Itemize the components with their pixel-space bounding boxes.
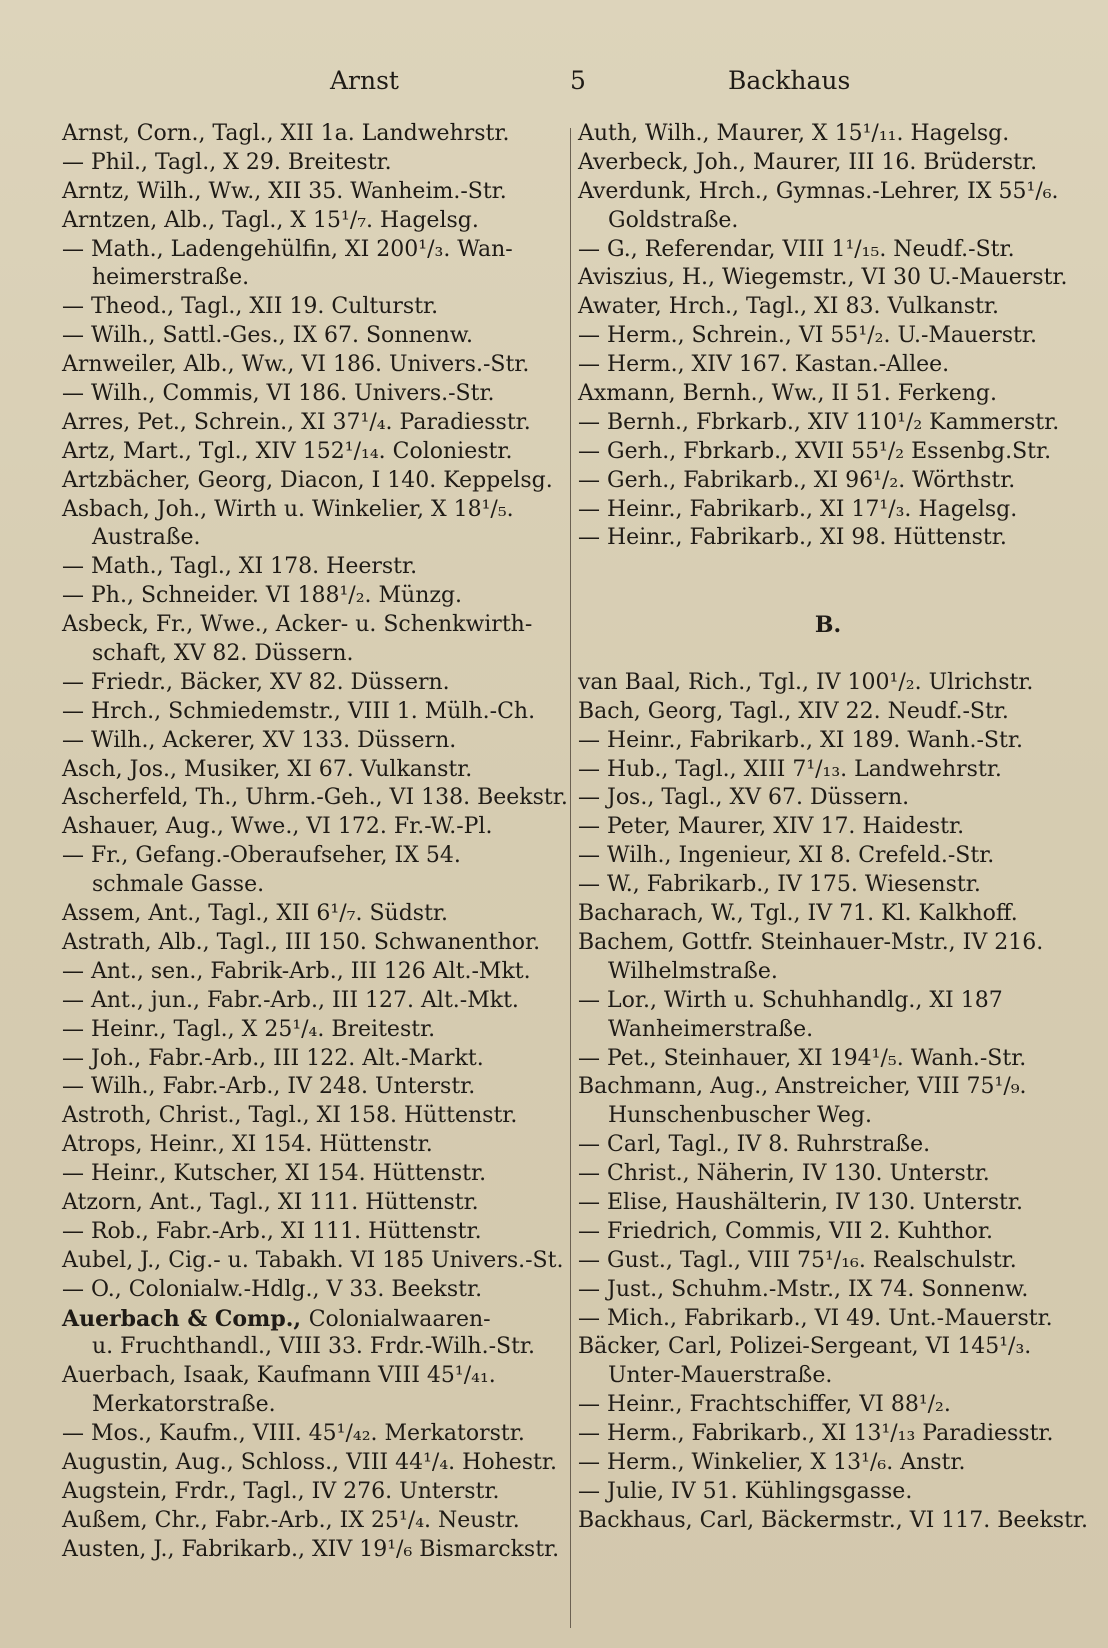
directory-entry: — Christ., Näherin, IV 130. Unterstr. xyxy=(578,1161,990,1187)
directory-entry: — Friedr., Bäcker, XV 82. Düssern. xyxy=(62,669,450,695)
directory-entry: — Bernh., Fbrkarb., XIV 110¹/₂ Kammerstr. xyxy=(578,409,1060,435)
left-column xyxy=(62,120,568,1565)
directory-entry: Arnst, Corn., Tagl., XII 1a. Landwehrstr. xyxy=(62,121,510,146)
directory-entry: — Theod., Tagl., XII 19. Culturstr. xyxy=(62,294,439,320)
directory-entry: Atrops, Heinr., XI 154. Hüttenstr. xyxy=(62,1132,433,1158)
directory-entry: — Herm., XIV 167. Kastan.-Allee. xyxy=(578,352,950,378)
directory-entry: Atzorn, Ant., Tagl., XI 111. Hüttenstr. xyxy=(62,1189,479,1215)
directory-entry: — Lor., Wirth u. Schuhhandlg., XI 187 xyxy=(578,987,1003,1013)
directory-entry: Aviszius, H., Wiegemstr., VI 30 U.-Mauerstr. xyxy=(578,265,1068,291)
directory-entry: — Ant., jun., Fabr.-Arb., III 127. Alt.-Mkt. xyxy=(62,987,519,1013)
section-heading: B. xyxy=(814,612,842,639)
directory-entry: Asbeck, Fr., Wwe., Acker- u. Schenkwirth- xyxy=(62,612,533,638)
directory-entry: — Pet., Steinhauer, XI 194¹/₅. Wanh.-Str. xyxy=(578,1045,1027,1071)
directory-entry: — Herm., Schrein., VI 55¹/₂. U.-Mauerstr. xyxy=(578,323,1037,349)
entry-continuation: Unter-Mauerstraße. xyxy=(608,1363,833,1389)
directory-entry: — Friedrich, Commis, VII 2. Kuhthor. xyxy=(578,1218,993,1244)
right-column xyxy=(578,120,1089,1536)
directory-entry: — Hub., Tagl., XIII 7¹/₁₃. Landwehrstr. xyxy=(578,756,1002,782)
directory-entry: — Peter, Maurer, XIV 17. Haidestr. xyxy=(578,814,965,840)
blank-line xyxy=(578,582,1078,611)
directory-entry: — Fr., Gefang.-Oberaufseher, IX 54. xyxy=(62,843,461,869)
header-last-entry: Backhaus xyxy=(728,66,851,95)
directory-entry: — Phil., Tagl., X 29. Breitestr. xyxy=(62,149,392,175)
entry-continuation: Goldstraße. xyxy=(608,207,739,233)
directory-entry: — O., Colonialw.-Hdlg., V 33. Beekstr. xyxy=(62,1276,483,1302)
directory-entry: van Baal, Rich., Tgl., IV 100¹/₂. Ulrichstr. xyxy=(578,669,1034,695)
blank-line xyxy=(578,553,1078,582)
firm-name: Auerbach & Comp., xyxy=(62,1305,309,1332)
directory-entry: Arnweiler, Alb., Ww., VI 186. Univers.-Str. xyxy=(62,352,530,378)
directory-entry: Averdunk, Hrch., Gymnas.-Lehrer, IX 55¹/₆. xyxy=(578,178,1059,204)
directory-entry: Augstein, Frdr., Tagl., IV 276. Unterstr. xyxy=(62,1478,500,1504)
directory-entry: — Heinr., Frachtschiffer, VI 88¹/₂. xyxy=(578,1392,951,1418)
directory-entry: Bach, Georg, Tagl., XIV 22. Neudf.-Str. xyxy=(578,698,1009,724)
directory-entry: — Jos., Tagl., XV 67. Düssern. xyxy=(578,785,910,811)
directory-entry: Auerbach, Isaak, Kaufmann VIII 45¹/₄₁. xyxy=(62,1363,496,1389)
entry-continuation: schmale Gasse. xyxy=(92,872,265,898)
directory-entry: Asbach, Joh., Wirth u. Winkelier, X 18¹/₅. xyxy=(62,496,514,522)
directory-entry: Bäcker, Carl, Polizei-Sergeant, VI 145¹/₃. xyxy=(578,1334,1032,1360)
directory-entry: — Heinr., Fabrikarb., XI 17¹/₃. Hagelsg. xyxy=(578,496,1018,522)
directory-entry: Ashauer, Aug., Wwe., VI 172. Fr.-W.-Pl. xyxy=(62,814,493,840)
directory-entry: Arntz, Wilh., Ww., XII 35. Wanheim.-Str. xyxy=(62,178,507,204)
entry-continuation: Hunschenbuscher Weg. xyxy=(608,1103,872,1129)
directory-entry: Aubel, J., Cig.- u. Tabakh. VI 185 Univers.-St. xyxy=(62,1247,564,1273)
directory-entry: Arntzen, Alb., Tagl., X 15¹/₇. Hagelsg. xyxy=(62,207,479,233)
directory-entry: — Gerh., Fbrkarb., XVII 55¹/₂ Essenbg.Str. xyxy=(578,438,1052,464)
entry-continuation: schaft, XV 82. Düssern. xyxy=(92,641,354,667)
running-header xyxy=(0,66,1108,106)
directory-entry xyxy=(62,1305,568,1334)
directory-entry: — Joh., Fabr.-Arb., III 122. Alt.-Markt. xyxy=(62,1045,484,1071)
directory-entry: — Elise, Haushälterin, IV 130. Unterstr. xyxy=(578,1189,1023,1215)
directory-entry: Astroth, Christ., Tagl., XI 158. Hüttenstr. xyxy=(62,1103,518,1129)
directory-entry: — Ant., sen., Fabrik-Arb., III 126 Alt.-Mkt. xyxy=(62,958,531,984)
directory-entry: — Mos., Kaufm., VIII. 45¹/₄₂. Merkatorstr. xyxy=(62,1421,525,1447)
directory-entry: — Math., Ladengehülfin, XI 200¹/₃. Wan- xyxy=(62,236,513,262)
directory-entry: Bachmann, Aug., Anstreicher, VIII 75¹/₉. xyxy=(578,1074,1027,1100)
directory-entry: — Heinr., Kutscher, XI 154. Hüttenstr. xyxy=(62,1161,487,1187)
entry-continuation: Wilhelmstraße. xyxy=(608,958,778,984)
directory-entry: — Gerh., Fabrikarb., XI 96¹/₂. Wörthstr. xyxy=(578,467,1016,493)
directory-entry: — G., Referendar, VIII 1¹/₁₅. Neudf.-Str. xyxy=(578,236,1015,262)
directory-entry: — Just., Schuhm.-Mstr., IX 74. Sonnenw. xyxy=(578,1276,1029,1302)
entry-continuation: Austraße. xyxy=(92,525,201,551)
entry-continuation: Merkatorstraße. xyxy=(92,1392,276,1418)
directory-entry: — Herm., Fabrikarb., XI 13¹/₁₃ Paradiesstr. xyxy=(578,1421,1054,1447)
entry-continuation: heimerstraße. xyxy=(92,265,250,291)
directory-entry: — Julie, IV 51. Kühlingsgasse. xyxy=(578,1478,913,1504)
blank-line xyxy=(578,640,1078,669)
directory-entry: — Gust., Tagl., VIII 75¹/₁₆. Realschulstr. xyxy=(578,1247,1017,1273)
directory-entry: Bacharach, W., Tgl., IV 71. Kl. Kalkhoff. xyxy=(578,901,1018,927)
directory-entry: — Wilh., Ackerer, XV 133. Düssern. xyxy=(62,727,457,753)
directory-entry: Augustin, Aug., Schloss., VIII 44¹/₄. Hohestr. xyxy=(62,1449,557,1475)
header-first-entry: Arnst xyxy=(330,66,399,95)
directory-entry: Axmann, Bernh., Ww., II 51. Ferkeng. xyxy=(578,381,997,407)
directory-entry: Artz, Mart., Tgl., XIV 152¹/₁₄. Coloniestr. xyxy=(62,438,513,464)
directory-entry: Ascherfeld, Th., Uhrm.-Geh., VI 138. Beekstr. xyxy=(62,785,568,811)
directory-entry: — W., Fabrikarb., IV 175. Wiesenstr. xyxy=(578,872,981,898)
directory-entry: — Mich., Fabrikarb., VI 49. Unt.-Mauerstr. xyxy=(578,1305,1053,1331)
entry-continuation: Wanheimerstraße. xyxy=(608,1016,814,1042)
directory-entry: Astrath, Alb., Tagl., III 150. Schwanenthor. xyxy=(62,929,541,955)
directory-entry: — Hrch., Schmiedemstr., VIII 1. Mülh.-Ch. xyxy=(62,698,536,724)
directory-entry: Arres, Pet., Schrein., XI 37¹/₄. Paradiesstr. xyxy=(62,409,531,435)
directory-entry: Backhaus, Carl, Bäckermstr., VI 117. Beekstr. xyxy=(578,1507,1089,1533)
directory-entry: Außem, Chr., Fabr.-Arb., IX 25¹/₄. Neustr. xyxy=(62,1507,520,1533)
directory-entry: — Wilh., Sattl.-Ges., IX 67. Sonnenw. xyxy=(62,323,474,349)
page-number: 5 xyxy=(570,66,586,95)
directory-entry: Artzbächer, Georg, Diacon, I 140. Keppelsg. xyxy=(62,467,553,493)
entry-text: Colonialwaaren- xyxy=(308,1306,491,1332)
entry-continuation: u. Fruchthandl., VIII 33. Frdr.-Wilh.-Str. xyxy=(92,1334,536,1360)
directory-entry: — Math., Tagl., XI 178. Heerstr. xyxy=(62,554,418,580)
directory-entry: Assem, Ant., Tagl., XII 6¹/₇. Südstr. xyxy=(62,901,449,927)
directory-entry: — Wilh., Commis, VI 186. Univers.-Str. xyxy=(62,381,495,407)
directory-entry: Awater, Hrch., Tagl., XI 83. Vulkanstr. xyxy=(578,294,999,320)
directory-entry: Averbeck, Joh., Maurer, III 16. Brüderstr. xyxy=(578,149,1038,175)
column-divider xyxy=(570,128,571,1628)
directory-entry: — Ph., Schneider. VI 188¹/₂. Münzg. xyxy=(62,583,463,609)
directory-entry: Asch, Jos., Musiker, XI 67. Vulkanstr. xyxy=(62,756,473,782)
directory-entry: Bachem, Gottfr. Steinhauer-Mstr., IV 216. xyxy=(578,929,1044,955)
directory-entry: — Heinr., Fabrikarb., XI 189. Wanh.-Str. xyxy=(578,727,1023,753)
directory-entry: — Carl, Tagl., IV 8. Ruhrstraße. xyxy=(578,1132,931,1158)
directory-entry: Auth, Wilh., Maurer, X 15¹/₁₁. Hagelsg. xyxy=(578,121,1010,146)
directory-entry: Austen, J., Fabrikarb., XIV 19¹/₆ Bismarckstr. xyxy=(62,1536,560,1562)
directory-entry: — Wilh., Fabr.-Arb., IV 248. Unterstr. xyxy=(62,1074,476,1100)
directory-entry: — Herm., Winkelier, X 13¹/₆. Anstr. xyxy=(578,1449,966,1475)
directory-entry: — Heinr., Tagl., X 25¹/₄. Breitestr. xyxy=(62,1016,436,1042)
directory-entry: — Wilh., Ingenieur, XI 8. Crefeld.-Str. xyxy=(578,843,995,869)
directory-entry: — Rob., Fabr.-Arb., XI 111. Hüttenstr. xyxy=(62,1218,482,1244)
directory-entry: — Heinr., Fabrikarb., XI 98. Hüttenstr. xyxy=(578,525,1007,551)
